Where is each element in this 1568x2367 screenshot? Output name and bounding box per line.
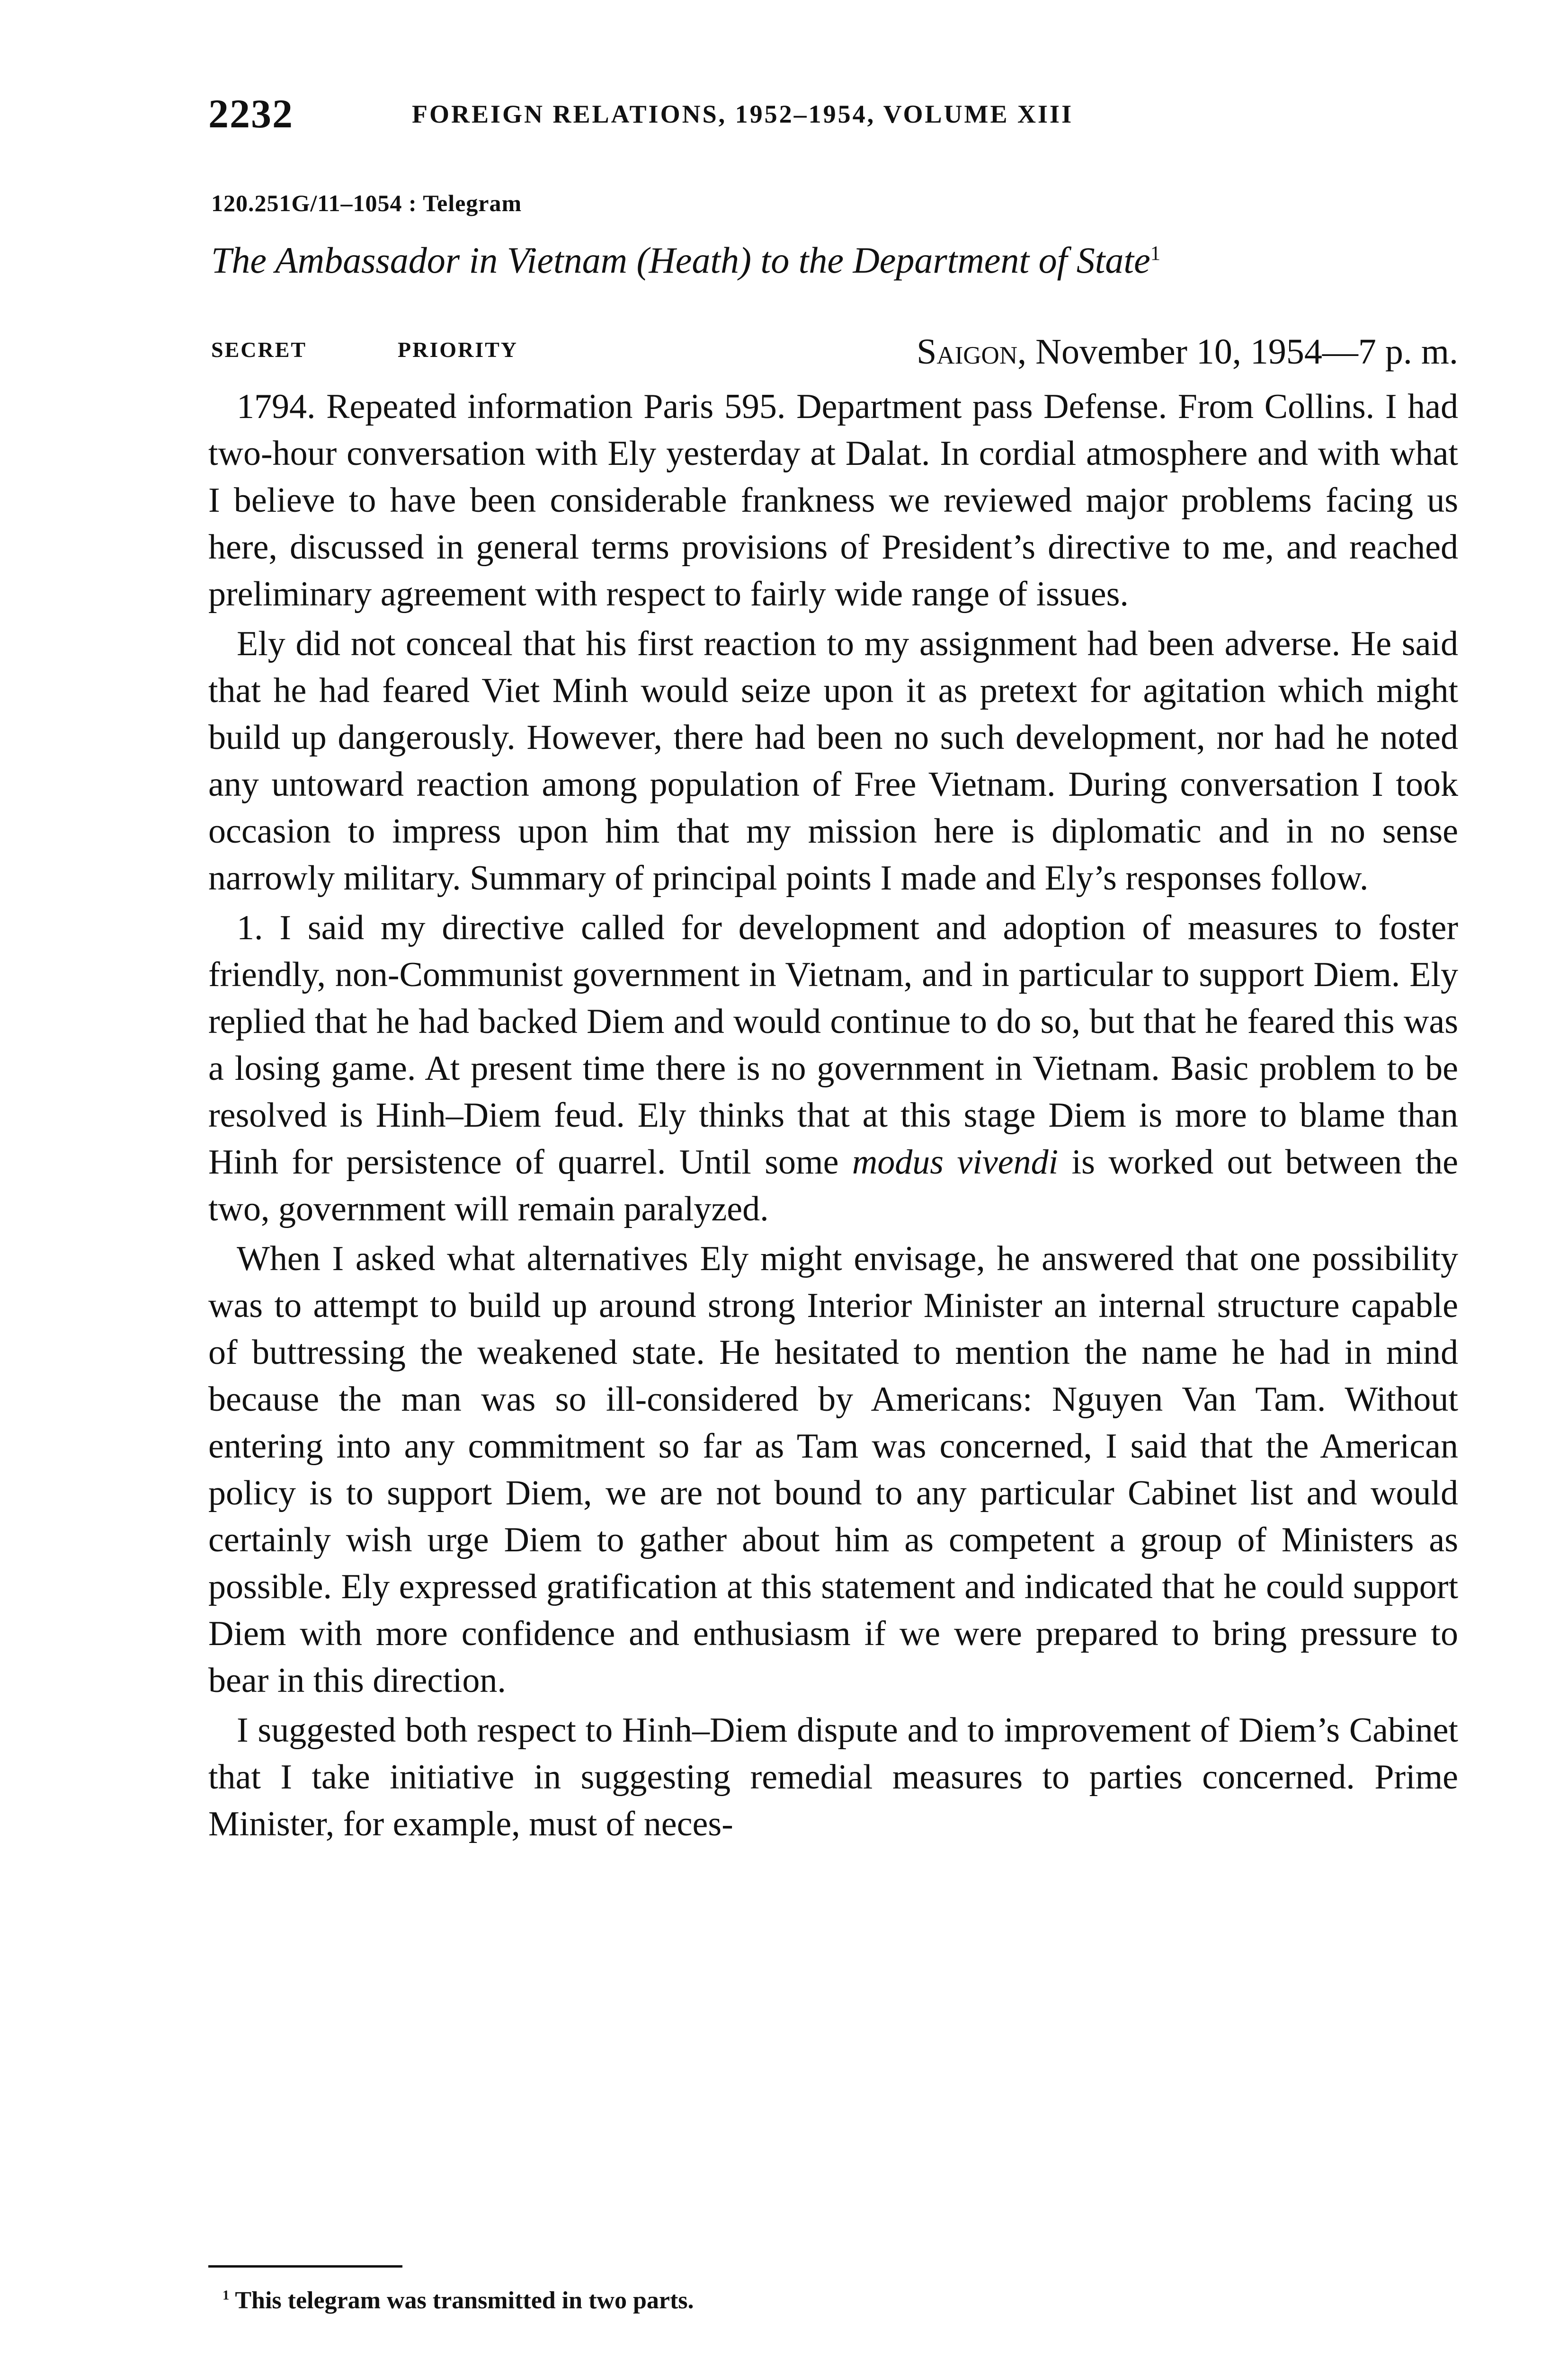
document-title — [211, 239, 1461, 282]
paragraph-3 — [208, 905, 1458, 1233]
paragraph-3-italic: modus vivendi — [852, 1143, 1059, 1182]
paragraph-5: I suggested both respect to Hinh–Diem dispute and to improvement of Diem’s Cabinet that I take initiative in suggesting remedial measures to parties concerned. Prime Minister, for example, must of neces- — [208, 1711, 1458, 1843]
priority-label: PRIORITY — [398, 338, 518, 362]
classification-label: SECRET — [211, 338, 307, 362]
paragraph-1: 1794. Repeated information Paris 595. Department pass Defense. From Collins. I had two-hour conversation with Ely yesterday at Dalat. In cordial atmosphere and with what I believe to have been considerable frankness we reviewed major problems facing us here, discussed in general terms provisions of President’s directive to me, and reached preliminary agreement with respect to fairly wide range of issues. — [208, 387, 1458, 614]
running-head — [208, 90, 1458, 156]
document-title-text: The Ambassador in Vietnam (Heath) to the Department of State — [211, 240, 1150, 281]
place: Saigon — [917, 332, 1018, 372]
paragraph-4: When I asked what alternatives Ely might envisage, he answered that one possibility was to attempt to build up around strong Interior Minister an internal structure capable of buttressing the weakened state. He hesitated to mention the name he had in mind because the man was so ill-considered by Americans: Nguyen Van Tam. Without entering into any commitment so far as Tam was concerned, I said that the American policy is to support Diem, we are not bound to any particular Cabinet list and would certainly wish urge Diem to gather about him as competent a group of Ministers as possible. Ely expressed gratification at this statement and indicated that he could support Diem with more confidence and enthusiasm if we were prepared to bring pressure to bear in this direction. — [208, 1239, 1458, 1700]
paragraph-2: Ely did not conceal that his first reaction to my assignment had been adverse. He said that he had feared Viet Minh would seize upon it as pretext for agitation which might build up dangerously. However, there had been no such development, nor had he noted any untoward reaction among population of Free Vietnam. During conversation I took occasion to impress upon him that my mission here is diplomatic and in no sense narrowly military. Summary of principal points I made and Ely’s responses follow. — [208, 624, 1458, 898]
document-page — [208, 0, 1458, 2367]
journal-title: FOREIGN RELATIONS, 1952–1954, VOLUME XIII — [412, 100, 1074, 128]
paragraph-3-text-b: is worked out between the two, government will remain paralyzed. — [208, 1143, 1458, 1228]
page-number: 2232 — [208, 91, 294, 136]
footnote — [223, 2287, 694, 2314]
file-reference: 120.251G/11–1054 : Telegram — [211, 190, 522, 216]
footnote-text: This telegram was transmitted in two parts. — [235, 2287, 694, 2314]
date: , November 10, 1954—7 p. m. — [1017, 332, 1458, 372]
paragraph-3-text-a: 1. I said my directive called for development and adoption of measures to foster friendly, non-Communist government in Vietnam, and in particular to support Diem. Ely replied that he had backed Diem and would continue to do so, but that he feared this was a losing game. At present time there is no government in Vietnam. Basic problem to be resolved is Hinh–Diem feud. Ely thinks that at this stage Diem is more to blame than Hinh for persistence of quarrel. Until some — [208, 908, 1458, 1182]
footnote-mark: 1 — [223, 2288, 230, 2303]
footnote-divider — [208, 2265, 402, 2268]
dateline — [208, 331, 1458, 379]
telegram-body — [208, 383, 1458, 1851]
place-and-date — [917, 331, 1458, 373]
footnote-reference: 1 — [1150, 242, 1161, 265]
